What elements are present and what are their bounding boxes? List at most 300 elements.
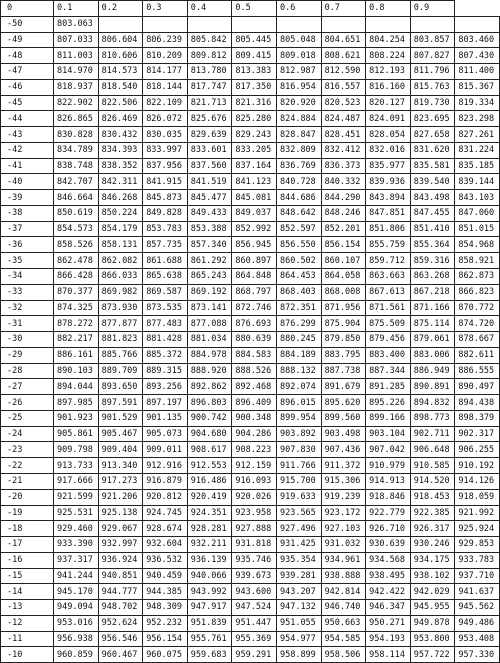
- table-cell[interactable]: 899.166: [366, 410, 411, 426]
- table-cell[interactable]: 952.232: [143, 615, 188, 631]
- table-cell[interactable]: 915.306: [321, 473, 366, 489]
- table-cell[interactable]: 878.272: [54, 316, 99, 332]
- table-cell[interactable]: 956.546: [98, 631, 143, 647]
- row-label[interactable]: -13: [1, 600, 54, 616]
- table-cell[interactable]: 884.583: [232, 347, 277, 363]
- table-cell[interactable]: 928.674: [143, 521, 188, 537]
- table-cell[interactable]: 864.848: [232, 269, 277, 285]
- table-cell[interactable]: 932.211: [187, 537, 232, 553]
- table-cell[interactable]: 833.997: [143, 142, 188, 158]
- table-cell[interactable]: 849.828: [143, 205, 188, 221]
- table-cell[interactable]: 861.688: [143, 253, 188, 269]
- table-cell[interactable]: 959.291: [232, 647, 277, 663]
- table-cell[interactable]: 871.956: [321, 300, 366, 316]
- table-cell[interactable]: 940.066: [187, 568, 232, 584]
- table-cell[interactable]: 950.271: [366, 615, 411, 631]
- table-cell[interactable]: [321, 16, 366, 32]
- table-cell[interactable]: 960.075: [143, 647, 188, 663]
- table-cell[interactable]: [98, 16, 143, 32]
- row-label[interactable]: -36: [1, 237, 54, 253]
- table-cell[interactable]: 844.290: [321, 190, 366, 206]
- table-cell[interactable]: 896.409: [232, 395, 277, 411]
- table-cell[interactable]: 813.780: [187, 64, 232, 80]
- table-cell[interactable]: [410, 16, 455, 32]
- table-cell[interactable]: 803.063: [54, 16, 99, 32]
- row-label[interactable]: -20: [1, 489, 54, 505]
- row-label[interactable]: -37: [1, 221, 54, 237]
- table-cell[interactable]: 879.850: [321, 332, 366, 348]
- table-cell[interactable]: 942.422: [366, 584, 411, 600]
- table-cell[interactable]: 877.088: [187, 316, 232, 332]
- table-cell[interactable]: 907.042: [366, 442, 411, 458]
- table-cell[interactable]: 925.138: [98, 505, 143, 521]
- table-cell[interactable]: 849.433: [187, 205, 232, 221]
- table-cell[interactable]: 892.074: [276, 379, 321, 395]
- table-cell[interactable]: 921.599: [54, 489, 99, 505]
- table-cell[interactable]: 815.367: [455, 79, 500, 95]
- table-cell[interactable]: 902.711: [410, 426, 455, 442]
- table-cell[interactable]: 897.197: [143, 395, 188, 411]
- table-cell[interactable]: 929.853: [455, 537, 500, 553]
- table-cell[interactable]: 838.748: [54, 158, 99, 174]
- table-cell[interactable]: 941.637: [455, 584, 500, 600]
- table-cell[interactable]: 837.560: [187, 158, 232, 174]
- table-cell[interactable]: 912.553: [187, 458, 232, 474]
- table-cell[interactable]: 807.033: [54, 32, 99, 48]
- table-cell[interactable]: 828.451: [321, 127, 366, 143]
- table-cell[interactable]: 867.218: [410, 284, 455, 300]
- row-label[interactable]: -48: [1, 48, 54, 64]
- row-label[interactable]: -49: [1, 32, 54, 48]
- table-cell[interactable]: 847.851: [366, 205, 411, 221]
- row-label[interactable]: -26: [1, 395, 54, 411]
- table-cell[interactable]: 851.015: [455, 221, 500, 237]
- table-cell[interactable]: 954.585: [321, 631, 366, 647]
- table-cell[interactable]: 894.832: [410, 395, 455, 411]
- table-cell[interactable]: 808.224: [366, 48, 411, 64]
- table-cell[interactable]: 938.888: [321, 568, 366, 584]
- table-cell[interactable]: 825.676: [187, 111, 232, 127]
- row-label[interactable]: -33: [1, 284, 54, 300]
- table-cell[interactable]: 930.639: [366, 537, 411, 553]
- row-label[interactable]: -24: [1, 426, 54, 442]
- table-cell[interactable]: 946.347: [366, 600, 411, 616]
- table-cell[interactable]: 896.803: [187, 395, 232, 411]
- table-cell[interactable]: 886.949: [410, 363, 455, 379]
- table-cell[interactable]: 866.823: [455, 284, 500, 300]
- table-cell[interactable]: 921.206: [98, 489, 143, 505]
- row-label[interactable]: -22: [1, 458, 54, 474]
- table-cell[interactable]: 907.436: [321, 442, 366, 458]
- table-cell[interactable]: 901.923: [54, 410, 99, 426]
- table-cell[interactable]: 949.094: [54, 600, 99, 616]
- table-cell[interactable]: 913.340: [98, 458, 143, 474]
- table-cell[interactable]: 931.032: [321, 537, 366, 553]
- table-cell[interactable]: 930.246: [410, 537, 455, 553]
- table-cell[interactable]: 841.915: [143, 174, 188, 190]
- table-cell[interactable]: 933.783: [455, 552, 500, 568]
- table-cell[interactable]: 874.325: [54, 300, 99, 316]
- table-cell[interactable]: 816.160: [366, 79, 411, 95]
- column-header[interactable]: 0.3: [143, 1, 188, 17]
- table-cell[interactable]: 829.243: [232, 127, 277, 143]
- table-cell[interactable]: 873.141: [187, 300, 232, 316]
- table-cell[interactable]: 909.798: [54, 442, 99, 458]
- table-cell[interactable]: 895.226: [366, 395, 411, 411]
- table-cell[interactable]: 831.224: [455, 142, 500, 158]
- table-cell[interactable]: 892.468: [232, 379, 277, 395]
- table-cell[interactable]: 914.913: [366, 473, 411, 489]
- row-label[interactable]: -40: [1, 174, 54, 190]
- table-cell[interactable]: 854.573: [54, 221, 99, 237]
- table-cell[interactable]: 879.061: [410, 332, 455, 348]
- table-cell[interactable]: 807.430: [455, 48, 500, 64]
- table-cell[interactable]: 895.620: [321, 395, 366, 411]
- table-cell[interactable]: 833.601: [187, 142, 232, 158]
- table-cell[interactable]: 862.082: [98, 253, 143, 269]
- table-cell[interactable]: 853.388: [187, 221, 232, 237]
- table-cell[interactable]: 892.862: [187, 379, 232, 395]
- table-cell[interactable]: 830.432: [98, 127, 143, 143]
- table-cell[interactable]: 855.759: [366, 237, 411, 253]
- table-cell[interactable]: 932.604: [143, 537, 188, 553]
- table-cell[interactable]: 890.891: [410, 379, 455, 395]
- table-cell[interactable]: 856.154: [321, 237, 366, 253]
- table-cell[interactable]: 807.827: [410, 48, 455, 64]
- table-cell[interactable]: 856.550: [276, 237, 321, 253]
- table-cell[interactable]: 843.894: [366, 190, 411, 206]
- table-cell[interactable]: 838.352: [98, 158, 143, 174]
- table-cell[interactable]: 946.740: [321, 600, 366, 616]
- table-cell[interactable]: 866.033: [98, 269, 143, 285]
- table-cell[interactable]: 826.072: [143, 111, 188, 127]
- table-cell[interactable]: 868.008: [321, 284, 366, 300]
- table-cell[interactable]: 925.924: [455, 521, 500, 537]
- table-cell[interactable]: 885.372: [143, 347, 188, 363]
- table-cell[interactable]: 942.029: [410, 584, 455, 600]
- table-cell[interactable]: 855.364: [410, 237, 455, 253]
- table-cell[interactable]: 890.103: [54, 363, 99, 379]
- table-cell[interactable]: 934.568: [366, 552, 411, 568]
- table-cell[interactable]: 822.109: [143, 95, 188, 111]
- row-label[interactable]: -39: [1, 190, 54, 206]
- table-cell[interactable]: 893.650: [98, 379, 143, 395]
- table-cell[interactable]: 867.613: [366, 284, 411, 300]
- table-cell[interactable]: 842.707: [54, 174, 99, 190]
- table-cell[interactable]: 803.857: [410, 32, 455, 48]
- table-cell[interactable]: 812.193: [366, 64, 411, 80]
- table-cell[interactable]: 831.620: [410, 142, 455, 158]
- table-cell[interactable]: 945.562: [455, 600, 500, 616]
- column-header[interactable]: 0.9: [410, 1, 455, 17]
- table-cell[interactable]: 929.067: [98, 521, 143, 537]
- table-cell[interactable]: 960.859: [54, 647, 99, 663]
- table-cell[interactable]: 929.460: [54, 521, 99, 537]
- table-cell[interactable]: 897.591: [98, 395, 143, 411]
- table-cell[interactable]: 887.738: [321, 363, 366, 379]
- table-cell[interactable]: 839.540: [410, 174, 455, 190]
- row-label[interactable]: -47: [1, 64, 54, 80]
- row-label[interactable]: -42: [1, 142, 54, 158]
- table-cell[interactable]: 869.982: [98, 284, 143, 300]
- table-cell[interactable]: 863.268: [410, 269, 455, 285]
- table-cell[interactable]: 824.487: [321, 111, 366, 127]
- table-cell[interactable]: 940.459: [143, 568, 188, 584]
- table-cell[interactable]: 908.617: [187, 442, 232, 458]
- table-cell[interactable]: 860.107: [321, 253, 366, 269]
- table-cell[interactable]: 935.354: [276, 552, 321, 568]
- table-cell[interactable]: 868.797: [232, 284, 277, 300]
- table-cell[interactable]: 851.806: [366, 221, 411, 237]
- table-cell[interactable]: 937.710: [455, 568, 500, 584]
- table-cell[interactable]: 914.126: [455, 473, 500, 489]
- table-cell[interactable]: 860.897: [232, 253, 277, 269]
- table-cell[interactable]: 925.531: [54, 505, 99, 521]
- table-cell[interactable]: 822.506: [98, 95, 143, 111]
- table-cell[interactable]: 891.679: [321, 379, 366, 395]
- table-cell[interactable]: 947.524: [232, 600, 277, 616]
- table-cell[interactable]: 839.144: [455, 174, 500, 190]
- table-cell[interactable]: 947.917: [187, 600, 232, 616]
- table-cell[interactable]: 864.453: [276, 269, 321, 285]
- table-cell[interactable]: 821.713: [187, 95, 232, 111]
- table-cell[interactable]: 828.847: [276, 127, 321, 143]
- table-cell[interactable]: 920.812: [143, 489, 188, 505]
- table-cell[interactable]: 944.777: [98, 584, 143, 600]
- table-cell[interactable]: 860.502: [276, 253, 321, 269]
- table-cell[interactable]: 842.311: [98, 174, 143, 190]
- table-cell[interactable]: 857.340: [187, 237, 232, 253]
- table-cell[interactable]: 869.587: [143, 284, 188, 300]
- table-cell[interactable]: 909.404: [98, 442, 143, 458]
- table-cell[interactable]: 839.936: [366, 174, 411, 190]
- table-cell[interactable]: 827.658: [410, 127, 455, 143]
- column-header[interactable]: 0.7: [321, 1, 366, 17]
- table-cell[interactable]: 918.453: [410, 489, 455, 505]
- table-cell[interactable]: 948.309: [143, 600, 188, 616]
- table-cell[interactable]: 919.239: [321, 489, 366, 505]
- table-cell[interactable]: 853.783: [143, 221, 188, 237]
- table-cell[interactable]: 845.081: [232, 190, 277, 206]
- table-cell[interactable]: 948.702: [98, 600, 143, 616]
- table-cell[interactable]: 882.611: [455, 347, 500, 363]
- table-cell[interactable]: 926.317: [410, 521, 455, 537]
- table-cell[interactable]: 818.144: [143, 79, 188, 95]
- table-cell[interactable]: 884.189: [276, 347, 321, 363]
- table-cell[interactable]: 919.633: [276, 489, 321, 505]
- table-cell[interactable]: 877.483: [143, 316, 188, 332]
- table-cell[interactable]: 910.192: [455, 458, 500, 474]
- table-cell[interactable]: 825.280: [232, 111, 277, 127]
- table-cell[interactable]: 888.132: [276, 363, 321, 379]
- table-cell[interactable]: 814.573: [98, 64, 143, 80]
- table-cell[interactable]: 958.899: [276, 647, 321, 663]
- table-cell[interactable]: 912.916: [143, 458, 188, 474]
- row-label[interactable]: -25: [1, 410, 54, 426]
- table-cell[interactable]: 857.735: [143, 237, 188, 253]
- table-cell[interactable]: 885.766: [98, 347, 143, 363]
- table-cell[interactable]: 949.486: [455, 615, 500, 631]
- table-cell[interactable]: 923.172: [321, 505, 366, 521]
- table-cell[interactable]: 864.058: [321, 269, 366, 285]
- table-cell[interactable]: 898.379: [455, 410, 500, 426]
- table-cell[interactable]: 928.281: [187, 521, 232, 537]
- table-cell[interactable]: 926.710: [366, 521, 411, 537]
- table-cell[interactable]: 922.385: [410, 505, 455, 521]
- table-cell[interactable]: 810.606: [98, 48, 143, 64]
- row-label[interactable]: -11: [1, 631, 54, 647]
- table-cell[interactable]: 848.642: [276, 205, 321, 221]
- table-cell[interactable]: 957.722: [410, 647, 455, 663]
- table-cell[interactable]: 856.945: [232, 237, 277, 253]
- table-cell[interactable]: 822.902: [54, 95, 99, 111]
- table-cell[interactable]: 891.285: [366, 379, 411, 395]
- table-cell[interactable]: 837.956: [143, 158, 188, 174]
- table-cell[interactable]: 943.600: [232, 584, 277, 600]
- table-cell[interactable]: 872.746: [232, 300, 277, 316]
- table-cell[interactable]: 821.316: [232, 95, 277, 111]
- row-label[interactable]: -21: [1, 473, 54, 489]
- table-cell[interactable]: 917.273: [98, 473, 143, 489]
- table-cell[interactable]: 900.742: [187, 410, 232, 426]
- table-cell[interactable]: 808.621: [321, 48, 366, 64]
- table-cell[interactable]: 927.496: [276, 521, 321, 537]
- table-cell[interactable]: 910.585: [410, 458, 455, 474]
- table-cell[interactable]: 949.878: [410, 615, 455, 631]
- table-cell[interactable]: 852.992: [232, 221, 277, 237]
- table-cell[interactable]: 805.048: [276, 32, 321, 48]
- table-cell[interactable]: 832.016: [366, 142, 411, 158]
- column-header[interactable]: 0: [1, 1, 54, 17]
- table-cell[interactable]: 832.412: [321, 142, 366, 158]
- table-cell[interactable]: 903.892: [276, 426, 321, 442]
- table-cell[interactable]: 874.720: [455, 316, 500, 332]
- table-cell[interactable]: 869.192: [187, 284, 232, 300]
- table-cell[interactable]: 927.888: [232, 521, 277, 537]
- table-cell[interactable]: 920.419: [187, 489, 232, 505]
- table-cell[interactable]: 833.205: [232, 142, 277, 158]
- table-cell[interactable]: 923.565: [276, 505, 321, 521]
- table-cell[interactable]: 909.011: [143, 442, 188, 458]
- table-cell[interactable]: 832.809: [276, 142, 321, 158]
- table-cell[interactable]: 887.344: [366, 363, 411, 379]
- table-cell[interactable]: 958.506: [321, 647, 366, 663]
- table-cell[interactable]: 945.955: [410, 600, 455, 616]
- table-cell[interactable]: 854.179: [98, 221, 143, 237]
- table-cell[interactable]: 935.746: [232, 552, 277, 568]
- table-cell[interactable]: [455, 16, 500, 32]
- table-cell[interactable]: 804.254: [366, 32, 411, 48]
- table-cell[interactable]: 943.992: [187, 584, 232, 600]
- table-cell[interactable]: 951.055: [276, 615, 321, 631]
- table-cell[interactable]: 809.415: [232, 48, 277, 64]
- row-label[interactable]: -29: [1, 347, 54, 363]
- table-cell[interactable]: 858.131: [98, 237, 143, 253]
- row-label[interactable]: -19: [1, 505, 54, 521]
- table-cell[interactable]: 916.093: [232, 473, 277, 489]
- table-cell[interactable]: 819.730: [410, 95, 455, 111]
- table-cell[interactable]: 951.447: [232, 615, 277, 631]
- table-cell[interactable]: 814.970: [54, 64, 99, 80]
- table-cell[interactable]: 896.015: [276, 395, 321, 411]
- table-cell[interactable]: 883.400: [366, 347, 411, 363]
- table-cell[interactable]: 863.663: [366, 269, 411, 285]
- table-cell[interactable]: 931.818: [232, 537, 277, 553]
- table-cell[interactable]: 826.865: [54, 111, 99, 127]
- row-label[interactable]: -31: [1, 316, 54, 332]
- table-cell[interactable]: 875.904: [321, 316, 366, 332]
- row-label[interactable]: -23: [1, 442, 54, 458]
- table-cell[interactable]: 939.673: [232, 568, 277, 584]
- table-cell[interactable]: 956.938: [54, 631, 99, 647]
- table-cell[interactable]: 940.851: [98, 568, 143, 584]
- row-label[interactable]: -10: [1, 647, 54, 663]
- table-cell[interactable]: 934.961: [321, 552, 366, 568]
- table-cell[interactable]: 888.526: [232, 363, 277, 379]
- table-cell[interactable]: 876.299: [276, 316, 321, 332]
- table-cell[interactable]: 958.114: [366, 647, 411, 663]
- table-cell[interactable]: 955.761: [187, 631, 232, 647]
- table-cell[interactable]: 846.268: [98, 190, 143, 206]
- table-cell[interactable]: 847.455: [410, 205, 455, 221]
- table-cell[interactable]: 849.037: [232, 205, 277, 221]
- table-cell[interactable]: [143, 16, 188, 32]
- table-cell[interactable]: 827.261: [455, 127, 500, 143]
- table-cell[interactable]: 881.034: [187, 332, 232, 348]
- table-cell[interactable]: 912.159: [232, 458, 277, 474]
- table-cell[interactable]: 918.846: [366, 489, 411, 505]
- table-cell[interactable]: 936.924: [98, 552, 143, 568]
- table-cell[interactable]: 934.175: [410, 552, 455, 568]
- row-label[interactable]: -14: [1, 584, 54, 600]
- table-cell[interactable]: 834.789: [54, 142, 99, 158]
- table-cell[interactable]: 901.529: [98, 410, 143, 426]
- table-cell[interactable]: 899.954: [276, 410, 321, 426]
- table-cell[interactable]: 866.428: [54, 269, 99, 285]
- table-cell[interactable]: 843.103: [455, 190, 500, 206]
- table-cell[interactable]: 888.920: [187, 363, 232, 379]
- table-cell[interactable]: 945.170: [54, 584, 99, 600]
- table-cell[interactable]: 858.921: [455, 253, 500, 269]
- table-cell[interactable]: 870.377: [54, 284, 99, 300]
- table-cell[interactable]: 937.317: [54, 552, 99, 568]
- table-cell[interactable]: 840.332: [321, 174, 366, 190]
- table-cell[interactable]: 805.445: [232, 32, 277, 48]
- table-cell[interactable]: 878.667: [455, 332, 500, 348]
- table-cell[interactable]: 851.410: [410, 221, 455, 237]
- table-cell[interactable]: 903.498: [321, 426, 366, 442]
- table-cell[interactable]: 829.639: [187, 127, 232, 143]
- table-cell[interactable]: 806.239: [143, 32, 188, 48]
- table-cell[interactable]: 809.018: [276, 48, 321, 64]
- row-label[interactable]: -35: [1, 253, 54, 269]
- table-cell[interactable]: 836.769: [276, 158, 321, 174]
- table-cell[interactable]: 862.478: [54, 253, 99, 269]
- table-cell[interactable]: 936.139: [187, 552, 232, 568]
- table-cell[interactable]: 915.700: [276, 473, 321, 489]
- table-cell[interactable]: 813.383: [232, 64, 277, 80]
- table-cell[interactable]: 953.800: [410, 631, 455, 647]
- table-cell[interactable]: 889.315: [143, 363, 188, 379]
- table-cell[interactable]: 811.400: [455, 64, 500, 80]
- table-cell[interactable]: 914.520: [410, 473, 455, 489]
- table-cell[interactable]: 883.006: [410, 347, 455, 363]
- row-label[interactable]: -46: [1, 79, 54, 95]
- table-cell[interactable]: 871.166: [410, 300, 455, 316]
- table-cell[interactable]: 905.861: [54, 426, 99, 442]
- row-label[interactable]: -17: [1, 537, 54, 553]
- row-label[interactable]: -16: [1, 552, 54, 568]
